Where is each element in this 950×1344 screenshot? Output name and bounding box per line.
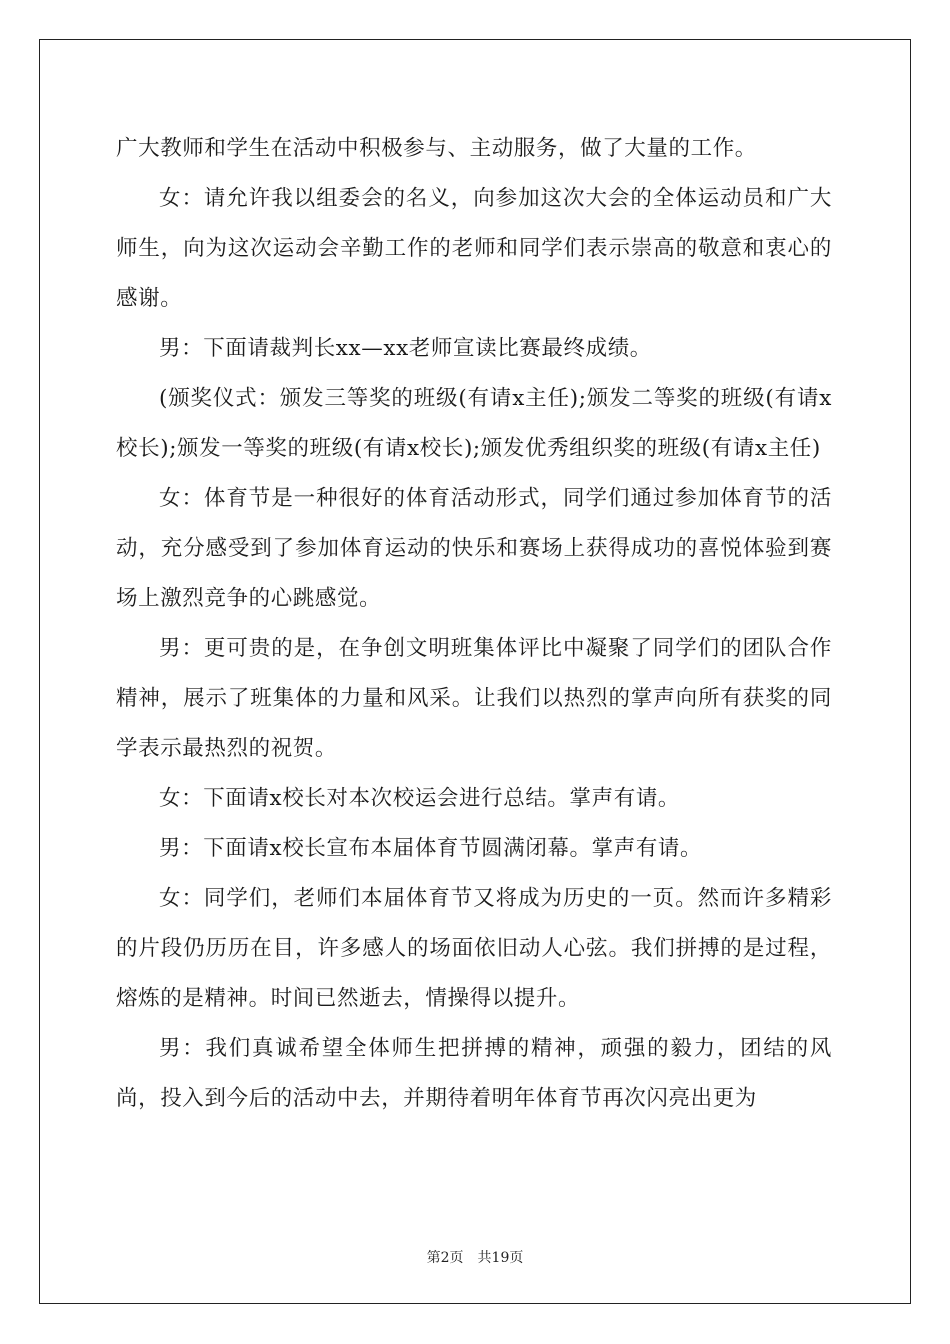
page-number: 第2页	[426, 1250, 464, 1266]
document-body	[116, 124, 832, 1124]
paragraph-1: 广大教师和学生在活动中积极参与、主动服务，做了大量的工作。	[116, 136, 757, 161]
paragraph-4: (颁奖仪式：颁发三等奖的班级(有请x主任);颁发二等奖的班级(有请x校长);颁发一等奖的班级(有请x校长);颁发优秀组织奖的班级(有请x主任)	[116, 386, 832, 461]
paragraph-7: 女：下面请x校长对本次校运会进行总结。掌声有请。	[159, 786, 681, 811]
paragraph-3: 男：下面请裁判长xx—xx老师宣读比赛最终成绩。	[159, 336, 652, 361]
paragraph-8: 男：下面请x校长宣布本届体育节圆满闭幕。掌声有请。	[159, 836, 703, 861]
paragraph-9: 女：同学们，老师们本届体育节又将成为历史的一页。然而许多精彩的片段仍历历在目，许多感人的场面依旧动人心弦。我们拼搏的是过程，熔炼的是精神。时间已然逝去，情操得以提升。	[116, 886, 832, 1011]
paragraph-6: 男：更可贵的是，在争创文明班集体评比中凝聚了同学们的团队合作精神，展示了班集体的力量和风采。让我们以热烈的掌声向所有获奖的同学表示最热烈的祝贺。	[116, 636, 832, 761]
paragraph-5: 女：体育节是一种很好的体育活动形式，同学们通过参加体育节的活动，充分感受到了参加体育运动的快乐和赛场上获得成功的喜悦体验到赛场上激烈竞争的心跳感觉。	[116, 486, 832, 611]
paragraph-10: 男：我们真诚希望全体师生把拼搏的精神，顽强的毅力，团结的风尚，投入到今后的活动中去，并期待着明年体育节再次闪亮出更为	[116, 1036, 832, 1111]
paragraph-2: 女：请允许我以组委会的名义，向参加这次大会的全体运动员和广大师生，向为这次运动会辛勤工作的老师和同学们表示崇高的敬意和衷心的感谢。	[116, 186, 832, 311]
page-total: 共19页	[477, 1250, 524, 1266]
page-footer	[0, 1247, 950, 1267]
